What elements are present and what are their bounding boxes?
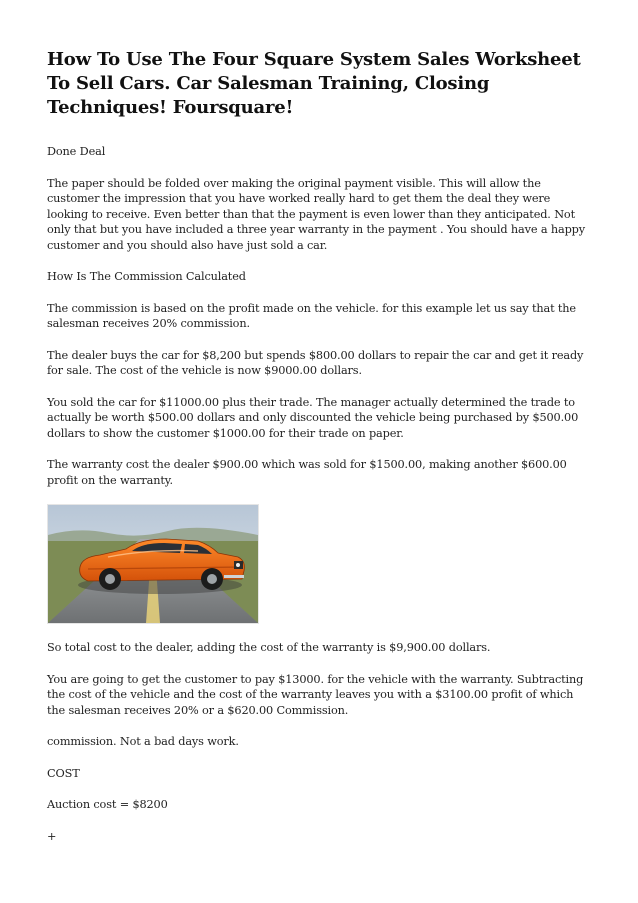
paragraph-auction-cost: Auction cost = $8200	[47, 798, 168, 811]
orange-muscle-car-photo	[47, 504, 259, 624]
paragraph-total-cost: So total cost to the dealer, adding the cost of the warranty is $9,900.00 dollars.	[47, 641, 491, 654]
paragraph-trade: You sold the car for $11000.00 plus their trade. The manager actually determined the trade to actually be worth $500.00 dollars and only discounted the vehicle being purchased by $500.00 dollars to show the customer $1000.00 for their trade on paper.	[47, 395, 579, 440]
page-title: How To Use The Four Square System Sales Worksheet To Sell Cars. Car Salesman Training, Closing Techniques! Foursquare!	[47, 49, 581, 118]
paragraph-folded-paper: The paper should be folded over making the original payment visible. This will allow the customer the impression that you have worked really hard to get them the deal they were looking to receive. Even better than that the payment is even lower than they anticipated. Not only that but you have included a three year warranty in the payment . You should have a happy customer and you should also have just sold a car.	[47, 176, 585, 252]
paragraph-customer-pay: You are going to get the customer to pay $13000. for the vehicle with the warranty. Subtracting the cost of the vehicle and the cost of the warranty leaves you with a $3100.00 profit of which the salesman receives 20% or a $620.00 Commission.	[47, 672, 584, 717]
paragraph-commission-basis: The commission is based on the profit made on the vehicle. for this example let us say that the salesman receives 20% commission.	[47, 301, 576, 330]
paragraph-done-deal: Done Deal	[47, 145, 106, 158]
car-photo-svg	[48, 505, 258, 623]
car-bumper	[224, 575, 244, 578]
paragraph-dealer-cost: The dealer buys the car for $8,200 but spends $800.00 dollars to repair the car and get it ready for sale. The cost of the vehicle is now $9000.00 dollars.	[47, 348, 584, 377]
paragraph-commission-heading: How Is The Commission Calculated	[47, 270, 246, 283]
paragraph-warranty: The warranty cost the dealer $900.00 which was sold for $1500.00, making another $600.00 profit on the warranty.	[47, 458, 567, 487]
paragraph-days-work: commission. Not a bad days work.	[47, 735, 239, 748]
paragraph-cost-heading: COST	[47, 766, 80, 780]
paragraph-plus: +	[47, 829, 57, 843]
car-headlight	[236, 563, 240, 567]
document-page	[47, 48, 592, 860]
